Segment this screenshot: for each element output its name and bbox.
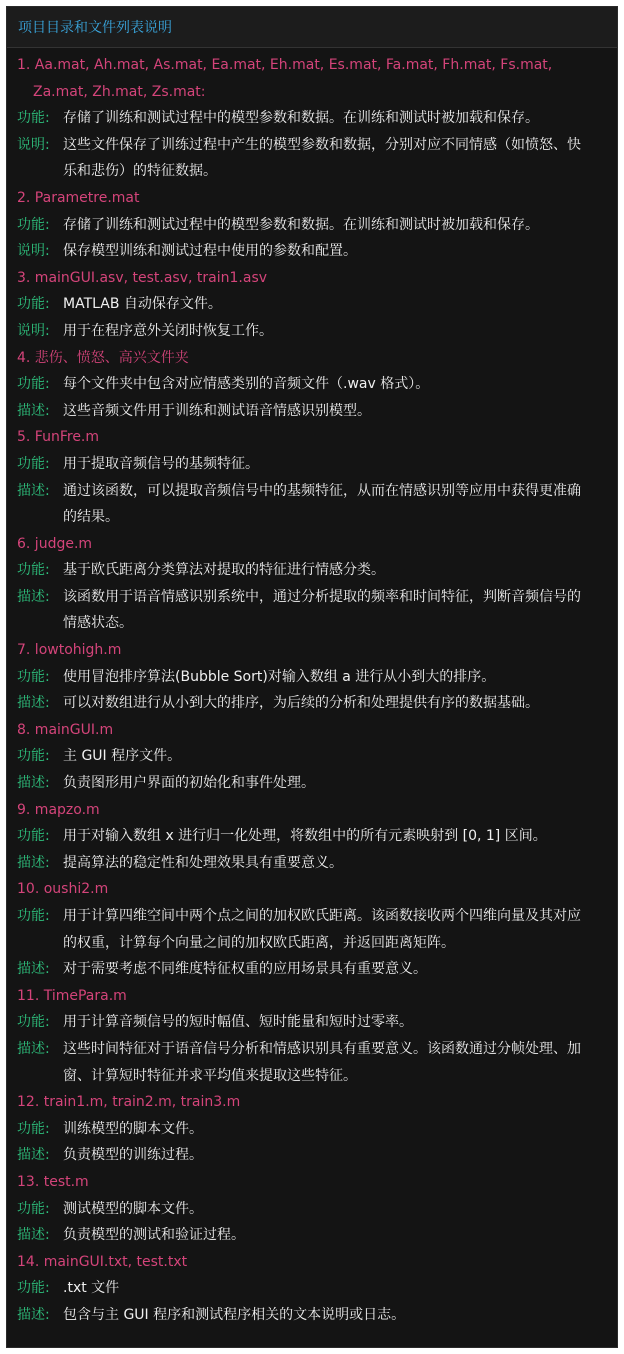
- section-title: [17, 1249, 617, 1276]
- entry-text: 包含与主 GUI 程序和测试程序相关的文本说明或日志。: [63, 1306, 406, 1323]
- entry-label: 描述:: [17, 1227, 50, 1244]
- entry-label: 描述:: [17, 1147, 50, 1164]
- entry-text: MATLAB 自动保存文件。: [63, 296, 222, 313]
- entry-text: 用于计算四维空间中两个点之间的加权欧氏距离。该函数接收两个四维向量及其对应的权重，计算每个向量之间的加权欧氏距离，并返回距离矩阵。: [63, 908, 581, 951]
- entry-label: 说明:: [17, 243, 50, 260]
- section-entry: [17, 557, 617, 584]
- entry-text: 对于需要考虑不同维度特征权重的应用场景具有重要意义。: [63, 961, 427, 978]
- file-section: [17, 345, 617, 425]
- file-section: [17, 185, 617, 265]
- file-section: [17, 797, 617, 877]
- file-section: [17, 1089, 617, 1169]
- section-title-text: 6. judge.m: [17, 535, 93, 552]
- section-entry: [17, 1009, 617, 1036]
- section-entry: [17, 132, 617, 185]
- entry-label: 功能:: [17, 376, 50, 393]
- entry-label: 功能:: [17, 1280, 50, 1297]
- entry-text: 基于欧氏距离分类算法对提取的特征进行情感分类。: [63, 562, 385, 579]
- section-entry: [17, 212, 617, 239]
- section-title: [17, 345, 617, 372]
- entry-text: 提高算法的稳定性和处理效果具有重要意义。: [63, 854, 343, 871]
- entry-label: 描述:: [17, 775, 50, 792]
- entry-text: 训练模型的脚本文件。: [63, 1120, 203, 1137]
- section-entry: [17, 664, 617, 691]
- section-entry: [17, 690, 617, 717]
- entry-label: 描述:: [17, 1306, 50, 1323]
- section-entry: [17, 956, 617, 983]
- section-title: [17, 1169, 617, 1196]
- entry-label: 描述:: [17, 1040, 50, 1057]
- entry-text: 负责模型的训练过程。: [63, 1147, 203, 1164]
- entry-label: 描述:: [17, 961, 50, 978]
- document-content: [7, 48, 617, 1329]
- file-section: [17, 1249, 617, 1329]
- entry-label: 功能:: [17, 562, 50, 579]
- section-entry: [17, 743, 617, 770]
- entry-text: 存储了训练和测试过程中的模型参数和数据。在训练和测试时被加载和保存。: [63, 216, 539, 233]
- entry-label: 功能:: [17, 216, 50, 233]
- section-title: [17, 797, 617, 824]
- entry-label: 描述:: [17, 854, 50, 871]
- document-panel: [6, 6, 618, 1348]
- entry-text: 用于在程序意外关闭时恢复工作。: [63, 322, 273, 339]
- file-section: [17, 983, 617, 1089]
- section-entry: [17, 903, 617, 956]
- entry-text: 这些文件保存了训练过程中产生的模型参数和数据，分别对应不同情感（如愤怒、快乐和悲伤）的特征数据。: [63, 136, 581, 180]
- file-section: [17, 424, 617, 530]
- section-title-text: 2. Parametre.mat: [17, 189, 140, 206]
- entry-text: .txt 文件: [63, 1280, 120, 1297]
- section-title-text: 3. mainGUI.asv, test.asv, train1.asv: [17, 269, 268, 286]
- section-title-continuation: Za.mat, Zh.mat, Zs.mat:: [33, 83, 206, 100]
- entry-text: 可以对数组进行从小到大的排序，为后续的分析和处理提供有序的数据基础。: [63, 695, 539, 712]
- entry-text: 这些音频文件用于训练和测试语音情感识别模型。: [63, 402, 371, 419]
- entry-text: 该函数用于语音情感识别系统中，通过分析提取的频率和时间特征，判断音频信号的情感状态。: [63, 588, 581, 632]
- section-title-text: 11. TimePara.m: [17, 987, 127, 1004]
- entry-text: 保存模型训练和测试过程中使用的参数和配置。: [63, 243, 357, 260]
- document-title: 项目目录和文件列表说明: [18, 20, 172, 36]
- section-title: [17, 531, 617, 558]
- section-title-text: 4. 悲伤、愤怒、高兴文件夹: [17, 349, 189, 366]
- section-entry: [17, 584, 617, 637]
- section-entry: [17, 1116, 617, 1143]
- entry-text: 负责模型的测试和验证过程。: [63, 1227, 245, 1244]
- section-entry: [17, 770, 617, 797]
- section-title: [17, 1089, 617, 1116]
- section-title-text: 1. Aa.mat, Ah.mat, As.mat, Ea.mat, Eh.mat, Es.mat, Fa.mat, Fh.mat, Fs.mat,: [17, 57, 553, 73]
- entry-label: 描述:: [17, 482, 50, 499]
- section-entry: [17, 291, 617, 318]
- entry-label: 功能:: [17, 908, 50, 924]
- file-section: [17, 265, 617, 345]
- section-entry: [17, 478, 617, 531]
- section-title-text: 10. oushi2.m: [17, 881, 109, 898]
- entry-text: 测试模型的脚本文件。: [63, 1200, 203, 1217]
- section-entry: [17, 1275, 617, 1302]
- entry-text: 用于提取音频信号的基频特征。: [63, 455, 259, 472]
- entry-label: 描述:: [17, 588, 50, 605]
- section-title: [17, 265, 617, 292]
- section-title: [17, 876, 617, 903]
- entry-text: 用于对输入数组 x 进行归一化处理，将数组中的所有元素映射到 [0, 1] 区间。: [63, 828, 547, 845]
- section-entry: [17, 1302, 617, 1329]
- section-title: [17, 185, 617, 212]
- entry-label: 功能:: [17, 1120, 50, 1137]
- section-title: [17, 52, 617, 105]
- file-section: [17, 876, 617, 982]
- section-entry: [17, 1036, 617, 1089]
- entry-text: 存储了训练和测试过程中的模型参数和数据。在训练和测试时被加载和保存。: [63, 110, 539, 127]
- entry-text: 负责图形用户界面的初始化和事件处理。: [63, 775, 315, 792]
- entry-label: 描述:: [17, 402, 50, 419]
- entry-label: 功能:: [17, 296, 50, 313]
- section-title-text: 5. FunFre.m: [17, 429, 100, 446]
- entry-text: 每个文件夹中包含对应情感类别的音频文件（.wav 格式）。: [63, 376, 430, 393]
- entry-label: 描述:: [17, 695, 50, 712]
- section-entry: [17, 1222, 617, 1249]
- entry-text: 使用冒泡排序算法(Bubble Sort)对输入数组 a 进行从小到大的排序。: [63, 668, 496, 685]
- file-section: [17, 52, 617, 185]
- document-header: [7, 7, 617, 48]
- section-title-text: 12. train1.m, train2.m, train3.m: [17, 1094, 241, 1111]
- section-title-text: 7. lowtohigh.m: [17, 642, 122, 659]
- entry-label: 功能:: [17, 1014, 50, 1031]
- entry-text: 用于计算音频信号的短时幅值、短时能量和短时过零率。: [63, 1014, 413, 1031]
- section-title: [17, 717, 617, 744]
- entry-text: 通过该函数，可以提取音频信号中的基频特征，从而在情感识别等应用中获得更准确的结果。: [63, 482, 581, 526]
- section-entry: [17, 398, 617, 425]
- entry-label: 功能:: [17, 668, 50, 685]
- section-title: [17, 424, 617, 451]
- file-section: [17, 637, 617, 717]
- entry-label: 说明:: [17, 322, 50, 339]
- file-section: [17, 531, 617, 637]
- section-entry: [17, 371, 617, 398]
- section-title: [17, 637, 617, 664]
- section-title-text: 9. mapzo.m: [17, 801, 100, 818]
- section-entry: [17, 105, 617, 132]
- section-entry: [17, 238, 617, 265]
- section-title-text: 14. mainGUI.txt, test.txt: [17, 1253, 188, 1270]
- entry-label: 功能:: [17, 828, 50, 845]
- section-entry: [17, 823, 617, 850]
- entry-label: 功能:: [17, 455, 50, 472]
- entry-text: 这些时间特征对于语音信号分析和情感识别具有重要意义。该函数通过分帧处理、加窗、计算短时特征并求平均值来提取这些特征。: [63, 1040, 581, 1084]
- section-entry: [17, 451, 617, 478]
- file-section: [17, 717, 617, 797]
- entry-label: 功能:: [17, 110, 50, 127]
- section-title-text: 13. test.m: [17, 1173, 89, 1190]
- file-section: [17, 1169, 617, 1249]
- section-entry: [17, 318, 617, 345]
- section-title: [17, 983, 617, 1010]
- entry-label: 功能:: [17, 748, 50, 765]
- section-entry: [17, 1142, 617, 1169]
- section-entry: [17, 850, 617, 877]
- section-title-text: 8. mainGUI.m: [17, 721, 114, 738]
- section-entry: [17, 1196, 617, 1223]
- entry-label: 功能:: [17, 1200, 50, 1217]
- entry-text: 主 GUI 程序文件。: [63, 748, 182, 765]
- entry-label: 说明:: [17, 136, 50, 153]
